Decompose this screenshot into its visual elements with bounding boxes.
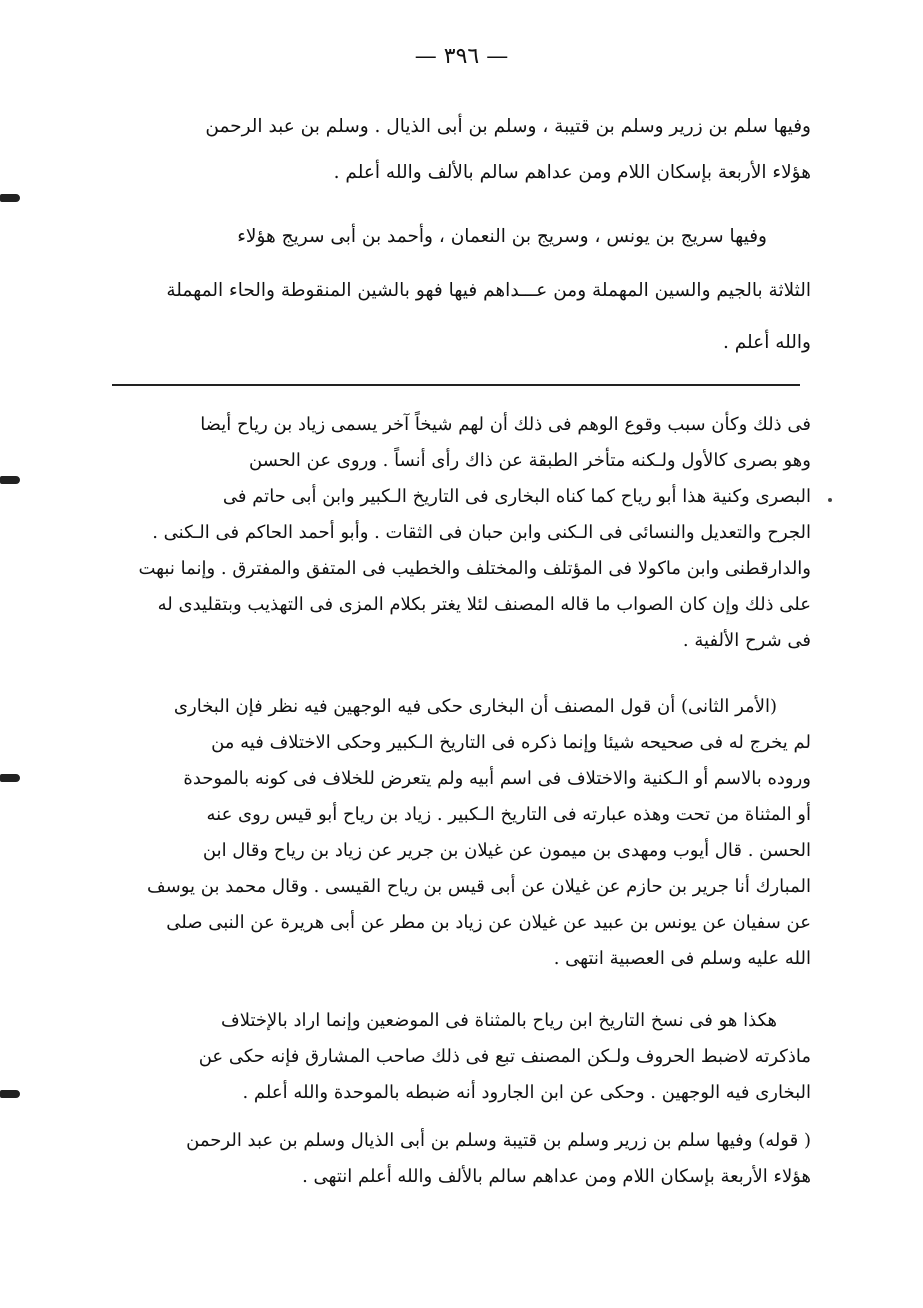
footnote-line: المبارك أنا جرير بن حازم عن غيلان عن أبى قيس بن رياح القيسى . وقال محمد بن يوسف xyxy=(147,876,811,897)
footnote-line: على ذلك وإن كان الصواب ما قاله المصنف لئلا يغتر بكلام المزى فى التهذيب وبتقليدى له xyxy=(157,594,811,615)
footnote-line: فى ذلك وكأن سبب وقوع الوهم فى ذلك أن لهم شيخاً آخر يسمى زياد بن رياح أيضا xyxy=(200,414,811,435)
page-number: — ٣٩٦ — xyxy=(414,44,509,69)
main-line: وفيها سلم بن زرير وسلم بن قتيبة ، وسلم بن أبى الذيال . وسلم بن عبد الرحمن xyxy=(205,116,811,137)
footnote-line: وهو بصرى كالأول ولـكنه متأخر الطبقة عن ذاك رأى أنساً . وروى عن الحسن xyxy=(249,450,811,471)
footnote-line: فى شرح الألفية . xyxy=(682,630,811,651)
footnote-line: لم يخرج له فى صحيحه شيئا وإنما ذكره فى التاريخ الـكبير وحكى الاختلاف فيه من xyxy=(211,732,811,753)
main-line: وفيها سريج بن يونس ، وسريج بن النعمان ، وأحمد بن أبى سريج هؤلاء xyxy=(237,226,767,247)
footnote-line: البصرى وكنية هذا أبو رياح كما كناه البخارى فى التاريخ الـكبير وابن أبى حاتم فى xyxy=(222,486,811,507)
main-line: هؤلاء الأربعة بإسكان اللام ومن عداهم سالم بالألف والله أعلم . xyxy=(333,162,811,183)
footnote-line: الجرح والتعديل والنسائى فى الـكنى وابن حبان فى الثقات . وأبو أحمد الحاكم فى الـكنى . xyxy=(152,522,811,543)
footnote-line: والدارقطنى وابن ماكولا فى المؤتلف والمختلف والخطيب فى المتفق والمفترق . وإنما نبهت xyxy=(138,558,811,579)
scan-speck xyxy=(828,498,832,502)
binding-mark xyxy=(0,194,20,202)
footnote-line: أو المثناة من تحت وهذه عبارته فى التاريخ الـكبير . زياد بن رياح أبو قيس روى عنه xyxy=(206,804,811,825)
footnote-divider xyxy=(112,384,800,386)
binding-mark xyxy=(0,1090,20,1098)
footnote-line: هؤلاء الأربعة بإسكان اللام ومن عداهم سالم بالألف والله أعلم انتهى . xyxy=(302,1166,811,1187)
footnote-line: الحسن . قال أيوب ومهدى بن ميمون عن غيلان بن جرير عن زياد بن رياح وقال ابن xyxy=(202,840,811,861)
footnote-line: البخارى فيه الوجهين . وحكى عن ابن الجارود أنه ضبطه بالموحدة والله أعلم . xyxy=(242,1082,811,1103)
binding-mark xyxy=(0,476,20,484)
footnote-line: هكذا هو فى نسخ التاريخ ابن رياح بالمثناة فى الموضعين وإنما اراد بالإختلاف xyxy=(221,1010,777,1031)
footnote-line: (الأمر الثانى) أن قول المصنف أن البخارى حكى فيه الوجهين فيه نظر فإن البخارى xyxy=(173,696,777,717)
footnote-line: عن سفيان عن يونس بن عبيد عن غيلان عن زياد بن مطر عن أبى هريرة عن النبى صلى xyxy=(166,912,811,933)
main-line: والله أعلم . xyxy=(722,332,811,353)
footnote-line: ( قوله) وفيها سلم بن زرير وسلم بن قتيبة وسلم بن أبى الذيال وسلم بن عبد الرحمن xyxy=(186,1130,811,1151)
footnote-line: ماذكرته لاضبط الحروف ولـكن المصنف تبع فى ذلك صاحب المشارق فإنه حكى عن xyxy=(198,1046,811,1067)
binding-mark xyxy=(0,774,20,782)
footnote-line: الله عليه وسلم فى العصبية انتهى . xyxy=(553,948,811,969)
main-line: الثلاثة بالجيم والسين المهملة ومن عـــداهم فيها فهو بالشين المنقوطة والحاء المهملة xyxy=(166,280,811,301)
footnote-line: وروده بالاسم أو الـكنية والاختلاف فى اسم أبيه ولم يتعرض للخلاف فى كونه بالموحدة xyxy=(183,768,811,789)
